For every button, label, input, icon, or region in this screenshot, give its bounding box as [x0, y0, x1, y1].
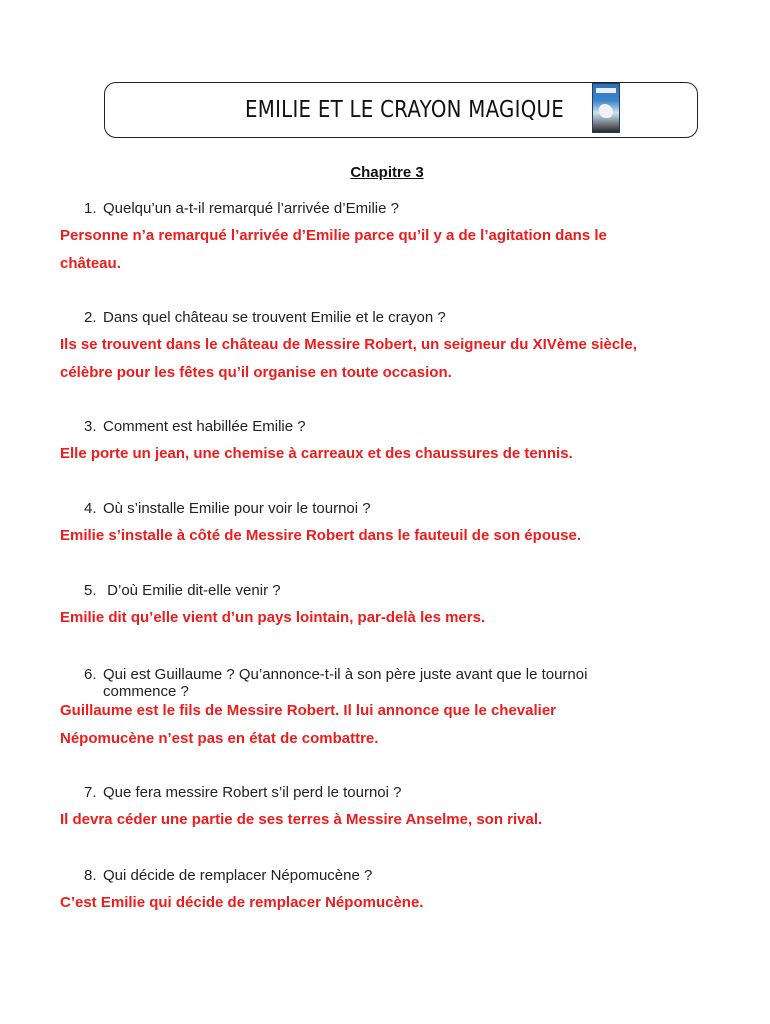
answer-line: Emilie s’installe à côté de Messire Robert dans le fauteuil de son épouse. [60, 527, 581, 544]
question-number: 3. [84, 418, 97, 435]
question-8 [84, 867, 372, 884]
answer-8 [60, 889, 720, 917]
question-text: Que fera messire Robert s’il perd le tournoi ? [103, 784, 402, 801]
title-box [104, 82, 698, 138]
question-1 [84, 200, 399, 217]
question-number: 1. [84, 200, 97, 217]
answer-line: Guillaume est le fils de Messire Robert. Il lui annonce que le chevalier [60, 702, 556, 719]
answer-line: célèbre pour les fêtes qu’il organise en toute occasion. [60, 364, 452, 381]
answer-line: Népomucène n’est pas en état de combattre. [60, 730, 379, 747]
answer-line: Elle porte un jean, une chemise à carreaux et des chaussures de tennis. [60, 445, 573, 462]
question-5 [84, 582, 281, 599]
chapter-heading: Chapitre 3 [350, 164, 424, 181]
answer-line: Il devra céder une partie de ses terres à Messire Anselme, son rival. [60, 811, 543, 828]
question-number: 2. [84, 309, 97, 326]
answer-4 [60, 522, 720, 550]
question-text: Comment est habillée Emilie ? [103, 418, 306, 435]
question-2 [84, 309, 446, 326]
answer-line: Emilie dit qu’elle vient d’un pays lointain, par-delà les mers. [60, 609, 486, 626]
answer-line: château. [60, 255, 121, 272]
question-text: Qui décide de remplacer Népomucène ? [103, 867, 373, 884]
question-number: 5. [84, 582, 97, 599]
answer-1 [60, 222, 720, 278]
question-number: 6. [84, 666, 97, 683]
question-3 [84, 418, 306, 435]
document-title: EMILIE ET LE CRAYON MAGIQUE [245, 97, 565, 123]
answer-line: C’est Emilie qui décide de remplacer Népomucène. [60, 894, 424, 911]
answer-6 [60, 697, 720, 753]
question-6 [84, 666, 587, 700]
question-text: Quelqu’un a-t-il remarqué l’arrivée d’Emilie ? [103, 200, 399, 217]
question-4 [84, 500, 371, 517]
answer-line: Personne n’a remarqué l’arrivée d’Emilie parce qu’il y a de l’agitation dans le [60, 227, 607, 244]
question-text-continued: commence ? [103, 683, 189, 700]
answer-2 [60, 331, 720, 387]
question-text: D’où Emilie dit-elle venir ? [103, 582, 281, 599]
answer-5 [60, 604, 720, 632]
question-text: Où s’installe Emilie pour voir le tournoi ? [103, 500, 371, 517]
question-number: 8. [84, 867, 97, 884]
answer-3 [60, 440, 720, 468]
question-number: 7. [84, 784, 97, 801]
question-number: 4. [84, 500, 97, 517]
answer-7 [60, 806, 720, 834]
question-text: Dans quel château se trouvent Emilie et le crayon ? [103, 309, 446, 326]
answer-line: Ils se trouvent dans le château de Messire Robert, un seigneur du XIVème siècle, [60, 336, 637, 353]
question-7 [84, 784, 401, 801]
book-cover-icon [592, 83, 620, 133]
question-text: Qui est Guillaume ? Qu’annonce-t-il à son père juste avant que le tournoi [103, 666, 588, 683]
